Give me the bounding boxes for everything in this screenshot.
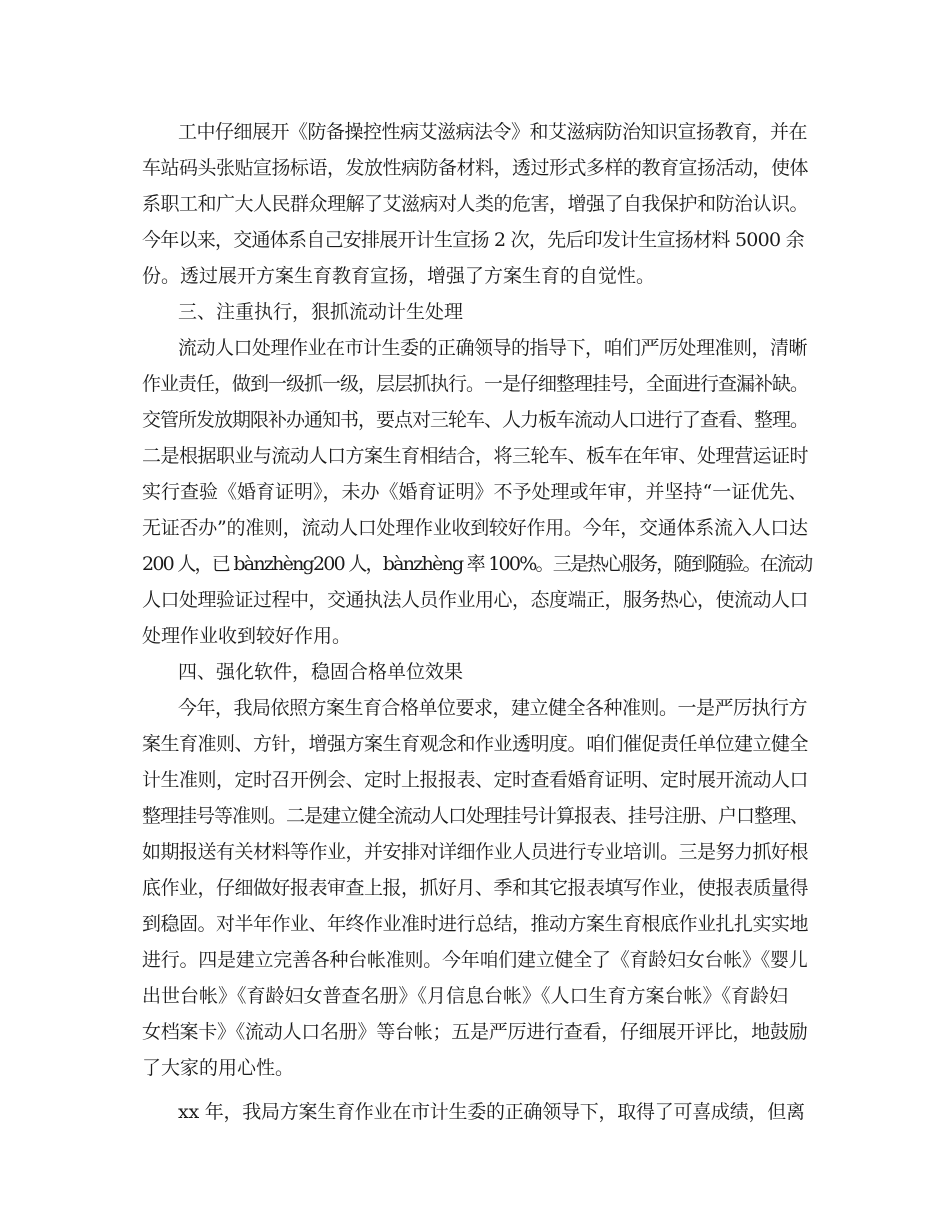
paragraph-line: 二是根据职业与流动人口方案生育相结合，将三轮车、板车在年审、处理营运证时	[142, 445, 809, 467]
paragraph-line: 系职工和广大人民群众理解了艾滋病对人类的危害，增强了自我保护和防治认识。	[142, 193, 809, 215]
paragraph-line: 200 人，已 bànzhèng200 人，bànzhèng 率 100%。三是热心服务，随到随验。在流动	[142, 553, 812, 575]
paragraph-line: 如期报送有关材料等作业，并安排对详细作业人员进行专业培训。三是努力抓好根	[142, 841, 809, 863]
section-heading: 三、注重执行，狠抓流动计生处理	[178, 301, 464, 323]
paragraph-line: 出世台帐》《育龄妇女普查名册》《月信息台帐》《人口生育方案台帐》《育龄妇	[142, 985, 789, 1007]
paragraph-line: 流动人口处理作业在市计生委的正确领导的指导下，咱们严厉处理准则，清晰	[178, 337, 808, 359]
paragraph-line: 今年以来，交通体系自己安排展开计生宣扬 2 次，先后印发计生宣扬材料 5000 余	[142, 229, 804, 251]
paragraph-line: 交管所发放期限补办通知书，要点对三轮车、人力板车流动人口进行了查看、整理。	[142, 409, 809, 431]
paragraph-line: xx 年，我局方案生育作业在市计生委的正确领导下，取得了可喜成绩，但离	[178, 1101, 805, 1123]
paragraph-line: 作业责任，做到一级抓一级，层层抓执行。一是仔细整理挂号，全面进行查漏补缺。	[142, 373, 809, 395]
paragraph-line: 无证否办”的准则，流动人口处理作业收到较好作用。今年，交通体系流入人口达	[142, 517, 808, 539]
paragraph-line: 份。透过展开方案生育教育宣扬，增强了方案生育的自觉性。	[142, 265, 656, 287]
paragraph-line: 计生准则，定时召开例会、定时上报报表、定时查看婚育证明、定时展开流动人口	[142, 769, 809, 791]
paragraph-line: 女档案卡》《流动人口名册》等台帐；五是严厉进行查看，仔细展开评比，地鼓励	[142, 1021, 808, 1043]
paragraph-line: 实行查验《婚育证明》，未办《婚育证明》不予处理或年审，并坚持“一证优先、	[142, 481, 808, 503]
paragraph-line: 处理作业收到较好作用。	[142, 625, 352, 647]
paragraph-line: 底作业，仔细做好报表审查上报，抓好月、季和其它报表填写作业，使报表质量得	[142, 877, 809, 899]
paragraph-line: 人口处理验证过程中，交通执法人员作业用心，态度端正，服务热心，使流动人口	[142, 589, 809, 611]
paragraph-line: 案生育准则、方针，增强方案生育观念和作业透明度。咱们催促责任单位建立健全	[142, 733, 809, 755]
paragraph-line: 到稳固。对半年作业、年终作业准时进行总结，推动方案生育根底作业扎扎实实地	[142, 913, 809, 935]
paragraph-line: 车站码头张贴宣扬标语，发放性病防备材料，透过形式多样的教育宣扬活动，使体	[142, 157, 809, 179]
paragraph-line: 整理挂号等准则。二是建立健全流动人口处理挂号计算报表、挂号注册、户口整理、	[142, 805, 809, 827]
section-heading: 四、强化软件，稳固合格单位效果	[178, 661, 464, 683]
paragraph-line: 工中仔细展开《防备操控性病艾滋病法令》和艾滋病防治知识宣扬教育，并在	[178, 121, 808, 143]
paragraph-line: 了大家的用心性。	[142, 1057, 295, 1079]
paragraph-line: 进行。四是建立完善各种台帐准则。今年咱们建立健全了《育龄妇女台帐》《婴儿	[142, 949, 808, 971]
paragraph-line: 今年，我局依照方案生育合格单位要求，建立健全各种准则。一是严厉执行方	[178, 697, 808, 719]
